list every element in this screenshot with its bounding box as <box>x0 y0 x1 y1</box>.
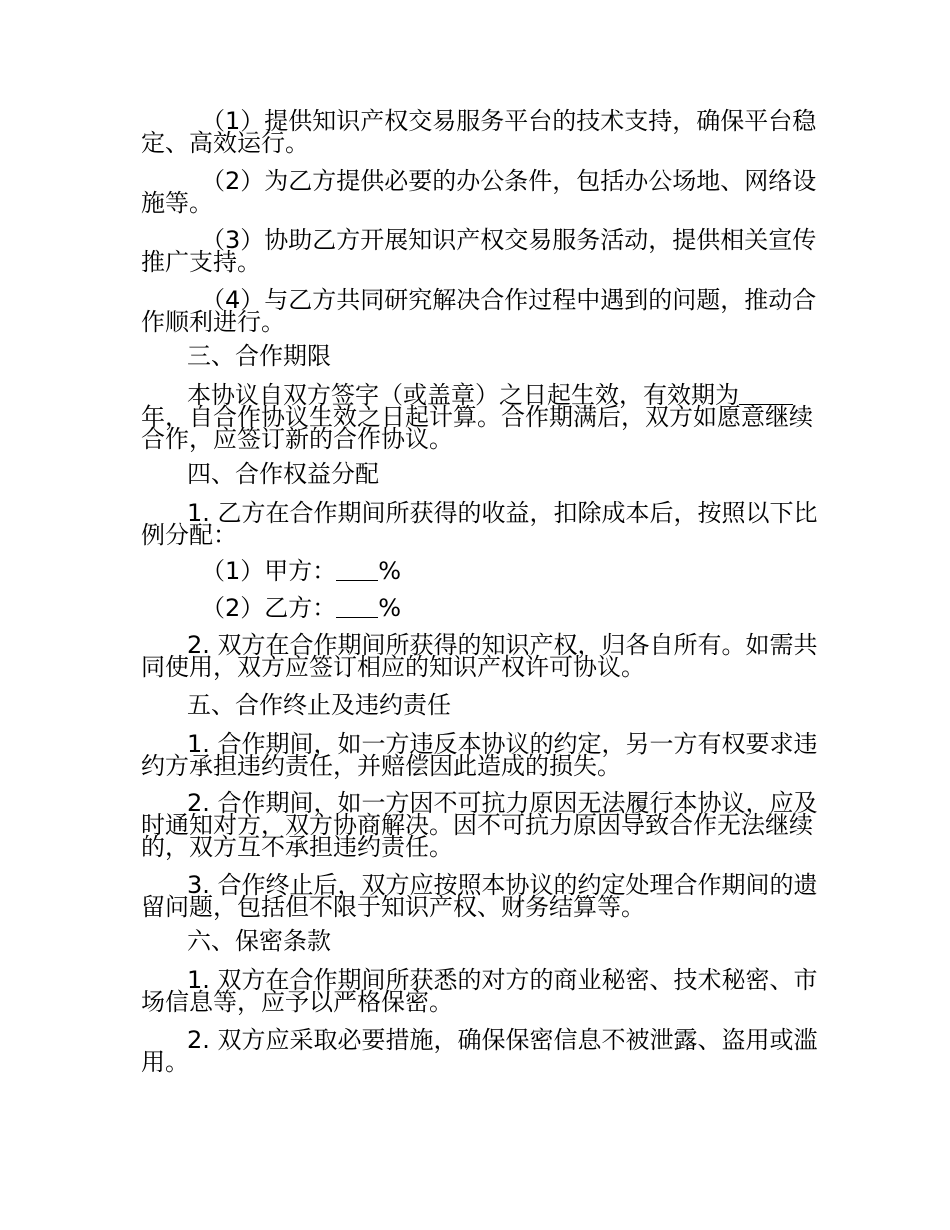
obligation-item-2: （2）为乙方提供必要的办公条件，包括办公场地、网络设施等。 <box>141 167 817 217</box>
termination-item-3: 3. 合作终止后，双方应按照本协议的约定处理合作期间的遗留问题，包括但不限于知识产权、财务结算等。 <box>141 871 818 921</box>
share-party-b-label: （2）乙方： <box>201 594 337 622</box>
share-party-b-unit: % <box>378 594 402 622</box>
term-paragraph <box>141 381 821 453</box>
section-heading-benefits: 四、合作权益分配 <box>187 460 379 488</box>
share-party-a-label: （1）甲方： <box>201 557 337 585</box>
benefits-item-1: 1. 乙方在合作期间所获得的收益，扣除成本后，按照以下比例分配： <box>141 499 818 549</box>
term-text-before-blank: 本协议自双方签字（或盖章）之日起生效，有效期为 <box>187 381 739 409</box>
confidentiality-item-1: 1. 双方在合作期间所获悉的对方的商业秘密、技术秘密、市场信息等，应予以严格保密。 <box>141 966 818 1016</box>
termination-item-2: 2. 合作期间，如一方因不可抗力原因无法履行本协议，应及时通知对方，双方协商解决。因不可抗力原因导致合作无法继续的，双方互不承担违约责任。 <box>141 789 818 861</box>
share-party-b <box>201 593 401 623</box>
obligation-item-3: （3）协助乙方开展知识产权交易服务活动，提供相关宣传推广支持。 <box>141 226 817 276</box>
share-party-b-blank <box>336 595 378 618</box>
confidentiality-item-2: 2. 双方应采取必要措施，确保保密信息不被泄露、盗用或滥用。 <box>141 1026 818 1076</box>
section-heading-termination: 五、合作终止及违约责任 <box>187 691 451 719</box>
termination-item-1: 1. 合作期间，如一方违反本协议的约定，另一方有权要求违约方承担违约责任，并赔偿因此造成的损失。 <box>141 730 818 780</box>
share-party-a-blank <box>336 558 378 581</box>
obligation-item-4: （4）与乙方共同研究解决合作过程中遇到的问题，推动合作顺利进行。 <box>141 286 817 336</box>
term-years-blank <box>739 384 793 405</box>
section-heading-confidentiality: 六、保密条款 <box>187 927 331 955</box>
share-party-a-unit: % <box>378 557 402 585</box>
obligation-item-1: （1）提供知识产权交易服务平台的技术支持，确保平台稳定、高效运行。 <box>141 107 817 157</box>
benefits-item-2: 2. 双方在合作期间所获得的知识产权，归各自所有。如需共同使用，双方应签订相应的知识产权许可协议。 <box>141 631 818 681</box>
term-text-after-blank: 年，自合作协议生效之日起计算。合作期满后，双方如愿意继续合作，应签订新的合作协议。 <box>141 403 813 453</box>
section-heading-term: 三、合作期限 <box>187 342 331 370</box>
share-party-a <box>201 556 401 586</box>
